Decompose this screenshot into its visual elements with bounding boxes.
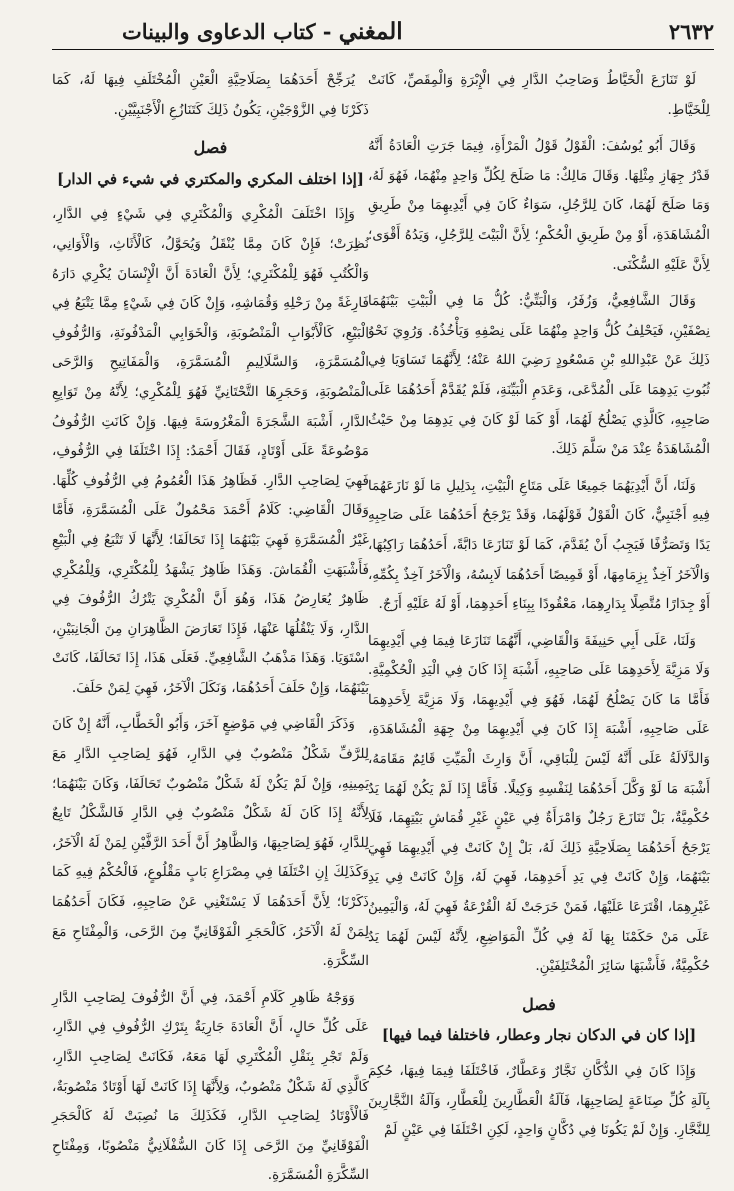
page-number: ٢٦٣٢ [668, 18, 714, 44]
section-heading: [إذا كان في الدكان نجار وعطار، فاختلفا فيما فيها] [381, 1026, 697, 1045]
book-title: المغني [338, 17, 403, 45]
right-column [368, 66, 710, 1139]
section-title: فصل [193, 138, 228, 158]
paragraph: وَوَجْهُ ظَاهِرِ كَلَامِ أَحْمَدَ، فِي أَنَّ الرُّفُوفَ لِصَاحِبِ الدَّارِ عَلَى كُلِّ حَالٍ، أَنَّ الْعَادَةَ جَارِيَةٌ بِتَرْكِ الرُّفُوفِ فِي الدَّارِ، وَلَمْ تَجْرِ بِنَقْلِ الْمُكْتَرِي لَهَا مَعَهُ، فَكَانَتْ لِصَاحِبِ الدَّارِ، كَالَّذِي لَهُ شَكْلٌ مَنْصُوبٌ، وَلِأَنَّهَا إِذَا كَانَتْ لَهَا أَوْتَادٌ مَنْصُوبَةٌ، فَالْأَوْتَادُ لِصَاحِبِ الدَّارِ، فَكَذَلِكَ مَا نُصِبَتْ لَهُ كَالْحَجَرِ الْفَوْقَانِيِّ مِنَ الرَّحَى إِذَا كَانَ السُّفْلَانِيُّ مَنْصُوبًا، وَمِفْتَاحِ السِّكَّرَةِ الْمُسَمَّرَةِ. [52, 989, 369, 1184]
section-heading: [إذا اختلف المكري والمكتري في شيء في الدار] [57, 169, 364, 188]
running-title [122, 18, 403, 45]
left-column [52, 66, 369, 1184]
page-header [52, 14, 714, 48]
paragraph: وَذَكَرَ الْقَاضِي فِي مَوْضِعٍ آخَرَ، وَأَبُو الْخَطَّابِ، أَنَّهُ إِنْ كَانَ لِلرَّفِّ شَكْلٌ مَنْصُوبٌ فِي الدَّارِ، فَهُوَ لِصَاحِبِ الدَّارِ مَعَ يَمِينِهِ، وَإِنْ لَمْ يَكُنْ لَهُ شَكْلٌ مَنْصُوبٌ تَحَالَفَا، وَكَانَ بَيْنَهُمَا؛ لِأَنَّهُ إِذَا كَانَ لَهُ شَكْلٌ مَنْصُوبٌ فِي الدَّارِ فَالشَّكْلُ تَابِعٌ لِلدَّارِ، فَهُوَ لِصَاحِبِهَا، وَالظَّاهِرُ أَنَّ أَحَدَ الرَّفَّيْنِ لِمَنْ لَهُ الْآخَرُ، وَكَذَلِكَ إِنِ اخْتَلَفَا فِي مِصْرَاعِ بَابٍ مَقْلُوعٍ، فَالْحُكْمُ فِيهِ كَمَا ذَكَرْنَا؛ لِأَنَّ أَحَدَهُمَا لَا يَسْتَغْنِي عَنْ صَاحِبِهِ، فَكَانَ أَحَدُهُمَا لِمَنْ لَهُ الْآخَرُ، كَالْحَجَرِ الْفَوْقَانِيِّ مِنَ الرَّحَى، وَالْمِفْتَاحِ مَعَ السِّكَّرَةِ. [52, 716, 369, 970]
paragraph: لَوْ تَنَازَعَ الْخَيَّاطُ وَصَاحِبُ الدَّارِ فِي الْإِبْرَةِ وَالْمِقَصِّ، كَانَتْ لِلْخَيَّاطِ. [368, 72, 710, 118]
paragraph: وَلَنَا، عَلَى أَبِي حَنِيفَةَ وَالْقَاضِي، أَنَّهُمَا تَنَازَعَا فِيمَا فِي أَيْدِيهِمَا وَلَا مَزِيَّةَ لِأَحَدِهِمَا عَلَى صَاحِبِهِ، أَشْبَهَ إِذَا كَانَ فِي الْيَدِ الْحُكْمِيَّةِ. فَأَمَّا مَا كَانَ يَصْلُحُ لَهُمَا، فَهُوَ فِي أَيْدِيهِمَا، وَلَا مَزِيَّةَ لِأَحَدِهِمَا عَلَى صَاحِبِهِ، أَشْبَهَ إِذَا كَانَ فِي أَيْدِيهِمَا مِنْ جِهَةِ الْمُشَاهَدَةِ، وَالدَّلَالَةُ عَلَى أَنَّهُ لَيْسَ لِلْبَاقِي، أَنَّ وَارِثَ الْمَيِّتِ قَائِمٌ مَقَامَهُ، أَشْبَهَ مَا لَوْ وَكَّلَ أَحَدُهُمَا لِنَفْسِهِ وَكِيلًا. فَأَمَّا إِذَا لَمْ يَكُنْ لَهُمَا يَدٌ حُكْمِيَّةٌ، بَلْ تَنَازَعَ رَجُلٌ وَامْرَأَةٌ فِي عَيْنٍ غَيْرِ قُمَاشِ بَيْتِهِمَا، فَلَا يَرْجَحُ أَحَدُهُمَا بِصَلَاحِيَّةِ ذَلِكَ لَهُ، بَلْ إِنْ كَانَتْ فِي أَيْدِيهِمَا فَهِيَ بَيْنَهُمَا، وَإِنْ كَانَتْ فِي يَدِ أَحَدِهِمَا، فَهِيَ لَهُ، وَإِنْ كَانَتْ فِي يَدِ غَيْرِهِمَا، اقْتَرَعَا عَلَيْهَا، فَمَنْ خَرَجَتْ لَهُ الْقُرْعَةُ فَهِيَ لَهُ، وَالْيَمِينُ عَلَى مَنْ حَكَمْنَا بِهَا لَهُ فِي كُلِّ الْمَوَاضِعِ، لِأَنَّهُ لَيْسَ لَهُمَا يَدٌ حُكْمِيَّةٌ، فَأَشْبَهَا سَائِرَ الْمُخْتَلِفَيْنِ. [368, 632, 710, 975]
chapter-title: - كتاب الدعاوى والبينات [122, 18, 332, 44]
paragraph: وَإِذَا اخْتَلَفَ الْمُكْرِي وَالْمُكْتَرِي فِي شَيْءٍ فِي الدَّارِ، نُظِرَتْ؛ فَإِنْ كَانَ مِمَّا يُنْقَلُ وَيُحَوَّلُ، كَالْأَثَاثِ، وَالْأَوَانِي، وَالْكُتُبِ فَهُوَ لِلْمُكْتَرِي؛ لِأَنَّ الْعَادَةَ أَنَّ الْإِنْسَانَ يُكْرِي دَارَهُ فَارِغَةً مِنْ رَحْلِهِ وَقُمَاشِهِ، وَإِنْ كَانَ فِي شَيْءٍ مِمَّا يَتْبَعُ فِي الْبَيْعِ، كَالْأَبْوَابِ الْمَنْصُوبَةِ، وَالْخَوَابِي الْمَدْفُونَةِ، وَالرُّفُوفِ الْمُسَمَّرَةِ، وَالسَّلَالِيمِ الْمُسَمَّرَةِ، وَالْمَفَاتِيحِ وَالرَّحَى الْمَنْصُوبَةِ، وَحَجَرِهَا التَّحْتَانِيِّ فَهُوَ لِلْمُكْرِي؛ لِأَنَّهُ مِنْ تَوَابِعِ الدَّارِ، أَشْبَهَ الشَّجَرَةَ الْمَغْرُوسَةَ فِيهَا. وَإِنْ كَانَتِ الرُّفُوفُ مَوْضُوعَةً عَلَى أَوْتَادٍ، فَقَالَ أَحْمَدُ: إِذَا اخْتَلَفَا فِي الرُّفُوفِ، فَهِيَ لِصَاحِبِ الدَّارِ. فَظَاهِرُ هَذَا الْعُمُومُ فِي الرُّفُوفِ كُلِّهَا. وَقَالَ الْقَاضِي: كَلَامُ أَحْمَدَ مَحْمُولٌ عَلَى الْمُسَمَّرَةِ، فَأَمَّا غَيْرُ الْمُسَمَّرَةِ فَهِيَ بَيْنَهُمَا إِذَا تَحَالَفَا؛ لِأَنَّهَا لَا تَتْبَعُ فِي الْبَيْعِ فَأَشْبَهَتِ الْقُمَاشَ. وَهَذَا ظَاهِرٌ يَشْهَدُ لِلْمُكْتَرِي، وَلِلْمُكْرِي ظَاهِرٌ يُعَارِضُ هَذَا، وَهُوَ أَنَّ الْمُكْرِيَ يَتْرُكُ الرُّفُوفَ فِي الدَّارِ، وَلَا يَنْقُلُهَا عَنْهَا، فَإِذَا تَعَارَضَ الظَّاهِرَانِ مِنَ الْجَانِبَيْنِ، اسْتَوَيَا. وَهَذَا مَذْهَبُ الشَّافِعِيِّ. فَعَلَى هَذَا، إِذَا تَحَالَفَا، كَانَتْ بَيْنَهُمَا، وَإِنْ حَلَفَ أَحَدُهُمَا، وَنَكَلَ الْآخَرُ، فَهِيَ لِمَنْ حَلَفَ. [52, 206, 369, 696]
paragraph: يُرَجِّحْ أَحَدَهُمَا بِصَلَاحِيَّةِ الْعَيْنِ الْمُخْتَلَفِ فِيهَا لَهُ، كَمَا ذَكَرْنَا فِي الزَّوْجَيْنِ، يَكُونُ ذَلِكَ كَتَنَازُعِ الْأَجْنَبِيَّيْنِ. [52, 72, 369, 118]
paragraph: وَإِذَا كَانَ فِي الدُّكَّانِ نَجَّارٌ وَعَطَّارٌ، فَاخْتَلَفَا فِيمَا فِيهَا، حُكِمَ بِآلَةِ كُلِّ صِنَاعَةٍ لِصَاحِبِهَا، فَآلَةُ الْعَطَّارِينَ لِلْعَطَّارِ، وَآلَةُ النَّجَّارِينَ لِلنَّجَّارِ. وَإِنْ لَمْ يَكُونَا فِي دُكَّانٍ وَاحِدٍ، لَكِنِ اخْتَلَفَا فِي عَيْنٍ لَمْ [368, 1063, 710, 1139]
section-title: فصل [522, 994, 556, 1014]
paragraph: وَلَنَا، أَنَّ أَيْدِيَهُمَا جَمِيعًا عَلَى مَتَاعِ الْبَيْتِ، بِدَلِيلِ مَا لَوْ نَازَعَهُمَا فِيهِ أَجْنَبِيٌّ، كَانَ الْقَوْلُ قَوْلَهُمَا، وَقَدْ يَرْجَحُ أَحَدُهُمَا عَلَى صَاحِبِهِ يَدًا وَتَصَرُّفًا فَيَجِبُ أَنْ يُقَدَّمَ، كَمَا لَوْ تَنَازَعَا دَابَّةً، أَحَدُهُمَا رَاكِبُهَا، وَالْآخَرُ آخِذٌ بِزِمَامِهَا، أَوْ قَمِيصًا أَحَدُهُمَا لَابِسُهُ، وَالْآخَرُ آخِذٌ بِكُمِّهِ، أَوْ جِدَارًا مُتَّصِلًا بِدَارِهِمَا، مَعْقُودًا بِبِنَاءِ أَحَدِهِمَا، أَوْ لَهُ عَلَيْهِ أَزَجٌ. [368, 477, 710, 613]
paragraph: وَقَالَ الشَّافِعِيُّ، وَزُفَرُ، وَالْبَتِّيُّ: كُلُّ مَا فِي الْبَيْتِ بَيْنَهُمَا نِصْفَيْنِ، فَيَحْلِفُ كُلُّ وَاحِدٍ مِنْهُمَا عَلَى نِصْفِهِ وَيَأْخُذُهُ. وَرُوِيَ نَحْوُ ذَلِكَ عَنْ عَبْدِاللهِ بْنِ مَسْعُودٍ رَضِيَ اللهُ عَنْهُ؛ لِأَنَّهُمَا تَسَاوَيَا فِي ثُبُوتِ يَدِهِمَا عَلَى الْمُدَّعَى، وَعَدَمِ الْبَيِّنَةِ، فَلَمْ يُقَدَّمْ أَحَدُهُمَا عَلَى صَاحِبِهِ، كَالَّذِي يَصْلُحُ لَهُمَا، أَوْ كَمَا لَوْ كَانَ فِي يَدِهِمَا مِنْ حَيْثُ الْمُشَاهَدَةُ عِنْدَ مَنْ سَلَّمَ ذَلِكَ. [368, 293, 710, 458]
header-divider [52, 49, 714, 50]
paragraph: وَقَالَ أَبُو يُوسُفَ: الْقَوْلُ قَوْلُ الْمَرْأَةِ، فِيمَا جَرَتِ الْعَادَةُ أَنَّهُ قَدْرُ جِهَازِ مِثْلِهَا. وَقَالَ مَالِكٌ: مَا صَلَحَ لِكُلِّ وَاحِدٍ مِنْهُمَا، فَهُوَ لَهُ، وَمَا صَلَحَ لَهُمَا، كَانَ لِلرَّجُلِ، سَوَاءٌ كَانَ فِي أَيْدِيهِمَا مِنْ طَرِيقِ الْمُشَاهَدَةِ، أَوْ مِنْ طَرِيقِ الْحُكْمِ؛ لِأَنَّ الْبَيْتَ لِلرَّجُلِ، وَيَدُهُ أَقْوَى؛ لِأَنَّ عَلَيْهِ السُّكْنَى. [368, 138, 710, 273]
